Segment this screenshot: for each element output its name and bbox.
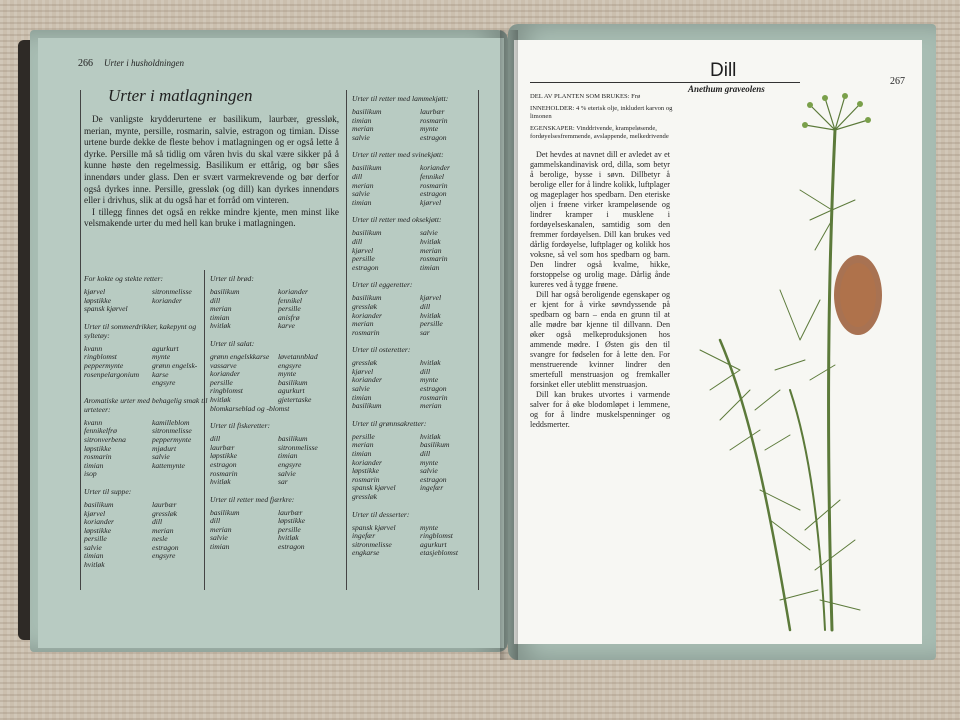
herb-list-column [352, 294, 412, 337]
herb-item: koriander [352, 310, 382, 320]
herb-item: ringblomst [210, 386, 243, 396]
herb-item: timian [420, 262, 440, 272]
herb-item: estragon [420, 132, 447, 142]
herb-category-title: Urter til retter med svinekjøtt: [352, 150, 444, 160]
herb-item: koriander [352, 375, 382, 385]
herb-list [352, 108, 482, 142]
herb-list-column [84, 501, 144, 570]
meta-parts: DEL AV PLANTEN SOM BRUKES: Frø [530, 93, 641, 100]
herb-item: mynte [152, 352, 171, 362]
herb-item: rosmarin [420, 392, 448, 402]
herb-item: karse [152, 369, 169, 379]
herb-item: løpstikke [84, 443, 111, 453]
herb-item: mynte [420, 457, 439, 467]
herb-category-title: Urter til osteretter: [352, 345, 411, 355]
herb-item: timian [84, 460, 104, 470]
herb-item: mynte [420, 124, 439, 134]
herb-item: spansk kjørvel [84, 304, 128, 314]
herb-item: salvie [420, 228, 438, 238]
herb-item: dill [420, 449, 431, 459]
herb-item: sitronmelisse [152, 287, 192, 296]
body-paragraph: Det hevdes at navnet dill er avledet av et gammelskandinavisk ord, dilla, som betyr å berolige, bysse i søvn. Dillbetyr å berolige eller for å lindre kolikk, luftplager og mageplager hos spedbarn. Den eteriske oljen i frøene virker krampeløsende og lindrer kramper i musklene i fordøyelseskanalen, samtidig som den fremmer fordøyelsen. Dill kan brukes ved dårlig fordøyelse, luftplager og kolikk hos voksne, så vel som hos spedbarn og barn. Den lindrer også kvalme, hikke, forstoppelse og urolig mage. Dårlig ånde kureres ved å tygge frøene. [530, 150, 670, 289]
herb-list-column [352, 164, 412, 207]
herb-item: løpstikke [278, 516, 305, 526]
herb-item: persille [210, 377, 233, 387]
herb-item: timian [352, 197, 372, 207]
herb-item: grønn engelskkarse [210, 351, 270, 361]
body-paragraph: Dill kan brukes utvortes i varmende salver for å øke blodomløpet i lemmene, og for å lindre muskelspenninger og leddsmerter. [530, 390, 670, 429]
intro-text [84, 114, 339, 230]
herb-item: timian [210, 312, 230, 322]
herb-item: estragon [210, 459, 237, 469]
intro-paragraph: I tillegg finnes det også en rekke mindre kjente, men minst like velsmakende urter du med hell kan bruke i matlagningen. [84, 206, 339, 229]
herb-item: rosmarin [420, 254, 448, 264]
page-number-right: 267 [890, 76, 905, 87]
herb-list-column [210, 288, 270, 331]
herb-list [210, 435, 340, 487]
herb-category-title: Urter til desserter: [352, 509, 410, 519]
herb-item: estragon [420, 189, 447, 199]
herb-item: salvie [352, 189, 370, 199]
herb-category-title: Urter til brød: [210, 274, 254, 283]
herb-category-title: Urter til grønnsakretter: [352, 418, 427, 428]
herb-item: anisfrø [278, 312, 300, 322]
herb-list [352, 524, 482, 558]
herb-list-column [352, 359, 412, 411]
herb-item: kjørvel [84, 287, 106, 296]
herb-item: engsyre [278, 360, 302, 370]
herb-list-column [420, 164, 480, 207]
herb-item: engsyre [152, 378, 176, 388]
herb-list-column [210, 435, 270, 487]
herb-item: hvitløk [210, 321, 231, 331]
herb-category-title: Urter til salat: [210, 338, 255, 348]
herb-item: kattemynte [152, 460, 185, 470]
herb-item: hvitløk [420, 310, 441, 320]
herb-list-column [84, 419, 144, 479]
herb-list [210, 353, 340, 413]
herb-item: basilikum [352, 107, 382, 116]
herb-list-column [420, 108, 480, 142]
herb-item: estragon [278, 542, 305, 552]
herb-list-column [420, 524, 480, 558]
herb-item: kjørvel [420, 197, 442, 207]
herb-list [352, 294, 482, 337]
herb-item: dill [420, 366, 431, 376]
herb-item: engsyre [278, 459, 302, 469]
herb-item: mynte [278, 369, 297, 379]
herb-item: persille [420, 319, 443, 329]
herb-description [530, 150, 670, 430]
herb-category-title: For kokte og stekte retter: [84, 274, 163, 283]
herb-item: rosmarin [210, 468, 238, 478]
herb-item: kjørvel [84, 508, 106, 518]
herb-item: timian [352, 392, 372, 402]
herb-list [210, 509, 340, 552]
herb-item: spansk kjørvel [352, 483, 396, 493]
herb-item: hvitløk [210, 394, 231, 404]
herb-item: blomkarseblad og -blomst [210, 403, 290, 413]
herb-item: agurkurt [152, 343, 179, 353]
herb-list-column [278, 509, 338, 552]
herb-list [352, 433, 482, 502]
herb-item: estragon [420, 474, 447, 484]
herb-item: ringblomst [420, 531, 453, 541]
herb-item: løpstikke [210, 451, 237, 461]
herb-list-column [210, 509, 270, 552]
herb-item: dill [210, 434, 221, 444]
herb-item: rosmarin [420, 115, 448, 125]
herb-item: etasjeblomst [420, 548, 458, 558]
herb-item: gressløk [352, 358, 378, 368]
herb-item: salvie [84, 542, 102, 552]
book-spine [500, 30, 518, 660]
herb-list-column [420, 433, 480, 502]
title-rule [530, 82, 800, 83]
herb-item: løpstikke [84, 525, 111, 535]
herb-item: nesle [152, 534, 168, 544]
herb-list-column [278, 353, 338, 413]
herb-item: fennikelfrø [84, 426, 117, 436]
herb-item: mynte [420, 375, 439, 385]
herb-item: rosmarin [352, 474, 380, 484]
herb-item: koriander [210, 369, 240, 379]
herb-item: fennikel [420, 171, 445, 181]
herb-item: løpstikke [84, 295, 111, 305]
herb-item: salvie [352, 384, 370, 394]
herb-item: dill [352, 236, 363, 246]
herb-item: ingefær [352, 531, 376, 541]
intro-paragraph: De vanligste krydderurtene er basilikum, laurbær, gressløk, merian, mynte, persille, rosmarin, salvie, estragon og timian. Disse urtene burde dekke de fleste behov i matlagningen og er også lette å dyrke. Persille må så tidlig om våren hvis du skal være sikker på å kunne høste den regelmessig. Basilikum er ettårig, og bør sâes innendørs under glass. Den er svært varmekrevende og bør derfor også dyrkes inne. Persille, gressløk (og dill) kan dyrkes innendørs eller i drivhus, slik at du også har et forråd om vinteren. [84, 114, 339, 206]
herb-item: merian [352, 440, 374, 450]
herb-item: persille [352, 254, 375, 264]
herb-item: laurbær [420, 107, 445, 116]
herb-item: salvie [210, 533, 228, 543]
herb-item: sitronmelisse [352, 539, 392, 549]
herb-item: merian [210, 304, 232, 314]
herb-item: mjødurt [152, 443, 177, 453]
herb-item: koriander [152, 295, 182, 305]
herb-item: ingefær [420, 483, 444, 493]
herb-category-title: Urter til eggeretter: [352, 280, 413, 290]
herb-list-column [84, 288, 144, 314]
herb-meta [530, 93, 680, 141]
herb-item: løvetannblad [278, 351, 318, 361]
herb-item: koriander [278, 287, 308, 296]
herb-item: basilikum [210, 287, 240, 296]
herb-item: estragon [152, 542, 179, 552]
herb-item: agurkurt [278, 386, 305, 396]
herb-item: koriander [420, 163, 450, 173]
herb-item: hvitløk [84, 560, 105, 570]
herb-list-column [278, 435, 338, 487]
herb-category-title: Urter til sommerdrikker, kakepynt og syltetøy: [84, 321, 197, 340]
herb-item: persille [352, 431, 375, 441]
herb-item: laurbær [278, 507, 303, 517]
latin-name: Anethum graveolens [688, 84, 765, 94]
herb-item: dill [210, 295, 221, 305]
herb-item: persille [84, 534, 107, 544]
body-paragraph: Dill har også beroligende egenskaper og er kjent for å virke søvndyssende på spedbarn og barn – enda en grunn til at alle mødre bør kjenne til dillvann. Den øker også melkeproduksjonen hos ammende mødre. I Østen gis den til svangre for fødselen for å lette den. For menstruerende kvinner lindrer den smertefull menstruasjon og fremkaller forsinket eller uteblitt menstruasjon. [530, 290, 670, 389]
herb-item: gressløk [352, 301, 378, 311]
herb-list-column [152, 345, 212, 388]
herb-list-column [420, 229, 480, 272]
herb-item: peppermynte [152, 434, 192, 444]
herb-item: timian [352, 449, 372, 459]
herb-item: mynte [420, 522, 439, 532]
running-head: Urter i husholdningen [104, 58, 184, 68]
herb-item: kvann [84, 343, 103, 353]
herb-list [352, 229, 482, 272]
herb-list [84, 501, 214, 570]
herb-item: rosmarin [420, 180, 448, 190]
herb-item: laurbær [210, 442, 235, 452]
herb-item: kjørvel [352, 366, 374, 376]
herb-category-title: Urter til suppe: [84, 486, 132, 496]
herb-item: rosenpelargonium [84, 369, 140, 379]
herb-item: persille [278, 524, 301, 534]
herb-list [352, 359, 482, 411]
herb-item: engkarse [352, 548, 380, 558]
herb-item: merian [420, 245, 442, 255]
herb-column-2 [210, 266, 340, 552]
herb-item: basilikum [352, 293, 382, 303]
herb-item: koriander [84, 517, 114, 527]
herb-item: basilikum [352, 163, 382, 173]
herb-list-column [84, 345, 144, 388]
herb-category-title: Aromatiske urter med behagelig smak til urteteer: [84, 395, 208, 414]
herb-item: timian [210, 542, 230, 552]
herb-item: ringblomst [84, 352, 117, 362]
herb-item: hvitløk [278, 533, 299, 543]
herb-list-column [352, 108, 412, 142]
herb-item: basilikum [84, 499, 114, 509]
herb-item: kamilleblom [152, 417, 190, 427]
herb-item: sitronverbena [84, 434, 126, 444]
herb-item: basilikum [420, 440, 450, 450]
column-rule [346, 90, 347, 590]
herb-list-column [420, 359, 480, 411]
page-title-right: Dill [710, 60, 737, 81]
herb-item: salvie [352, 132, 370, 142]
herb-item: kjørvel [420, 293, 442, 303]
herb-item: hvitløk [210, 477, 231, 487]
herb-item: grønn engelsk- [152, 360, 198, 370]
herb-list [84, 345, 214, 388]
herb-item: basilikum [278, 377, 308, 387]
herb-item: hvitløk [420, 431, 441, 441]
herb-item: dill [420, 301, 431, 311]
herb-item: salvie [152, 452, 170, 462]
herb-item: estragon [420, 384, 447, 394]
herb-item: timian [84, 551, 104, 561]
herb-item: sitronmelisse [278, 442, 318, 452]
herb-category-title: Urter til fiskeretter: [210, 421, 271, 431]
herb-list-column [352, 229, 412, 272]
herb-list-column [352, 433, 412, 502]
meta-contains: INNEHOLDER: 4 % eterisk olje, inkludert karvon og limonen [530, 105, 673, 120]
herb-item: gjetertaske [278, 394, 312, 404]
herb-category-title: Urter til retter med lammekjøtt: [352, 94, 449, 103]
page-number-left: 266 [78, 58, 93, 69]
column-rule [80, 90, 81, 590]
herb-item: sar [420, 327, 430, 337]
herb-item: gressløk [152, 508, 178, 518]
herb-item: merian [352, 319, 374, 329]
herb-category-title: Urter til retter med fjærkre: [210, 494, 295, 504]
herb-item: basilikum [352, 228, 382, 238]
herb-item: estragon [352, 262, 379, 272]
herb-item: vassarve [210, 360, 237, 370]
herb-list [352, 164, 482, 207]
herb-item: basilikum [278, 434, 308, 444]
herb-category-title: Urter til retter med oksekjøtt: [352, 215, 442, 225]
herb-item: rosmarin [84, 452, 112, 462]
herb-list [84, 288, 214, 314]
dill-plant-illustration [660, 90, 910, 635]
herb-list-column [152, 288, 212, 314]
herb-list-column [278, 288, 338, 331]
herb-item: spansk kjørvel [352, 522, 396, 532]
herb-column-3 [352, 86, 482, 558]
herb-item: sar [278, 477, 288, 487]
meta-properties: EGENSKAPER: Vinddrivende, krampeløsende, fordøyelsesfremmende, avslappende, melkedrivende [530, 125, 669, 140]
herb-item: kvann [84, 417, 103, 427]
herb-item: peppermynte [84, 360, 124, 370]
herb-item: dill [352, 171, 363, 181]
herb-list [84, 419, 214, 479]
herb-item: karve [278, 321, 295, 331]
herb-list-column [420, 294, 480, 337]
herb-item: merian [352, 124, 374, 134]
herb-item: persille [278, 304, 301, 314]
herb-item: basilikum [210, 507, 240, 517]
herb-item: isop [84, 469, 97, 479]
herb-item: dill [152, 517, 163, 527]
herb-item: basilikum [352, 401, 382, 411]
herb-item: merian [352, 180, 374, 190]
herb-item: engsyre [152, 551, 176, 561]
herb-item: sitronmelisse [152, 426, 192, 436]
herb-item: hvitløk [420, 236, 441, 246]
herb-list-column [352, 524, 412, 558]
herb-item: kjørvel [352, 245, 374, 255]
herb-item: gressløk [352, 492, 378, 501]
herb-list [210, 288, 340, 331]
herb-item: dill [210, 516, 221, 526]
herb-item: timian [278, 451, 298, 461]
herb-item: løpstikke [352, 466, 379, 476]
herb-item: timian [352, 115, 372, 125]
herb-item: salvie [278, 468, 296, 478]
herb-item: koriander [352, 457, 382, 467]
herb-item: agurkurt [420, 539, 447, 549]
herb-list-column [152, 501, 212, 570]
herb-item: merian [420, 401, 442, 411]
herb-item: merian [152, 525, 174, 535]
herb-item: fennikel [278, 295, 303, 305]
herb-item: rosmarin [352, 327, 380, 337]
herb-item: merian [210, 524, 232, 534]
herb-item: hvitløk [420, 358, 441, 368]
herb-column-1 [84, 266, 214, 570]
herb-item: salvie [420, 466, 438, 476]
page-title-left: Urter i matlagningen [108, 86, 253, 105]
herb-item: laurbær [152, 499, 177, 509]
herb-list-column [152, 419, 212, 479]
